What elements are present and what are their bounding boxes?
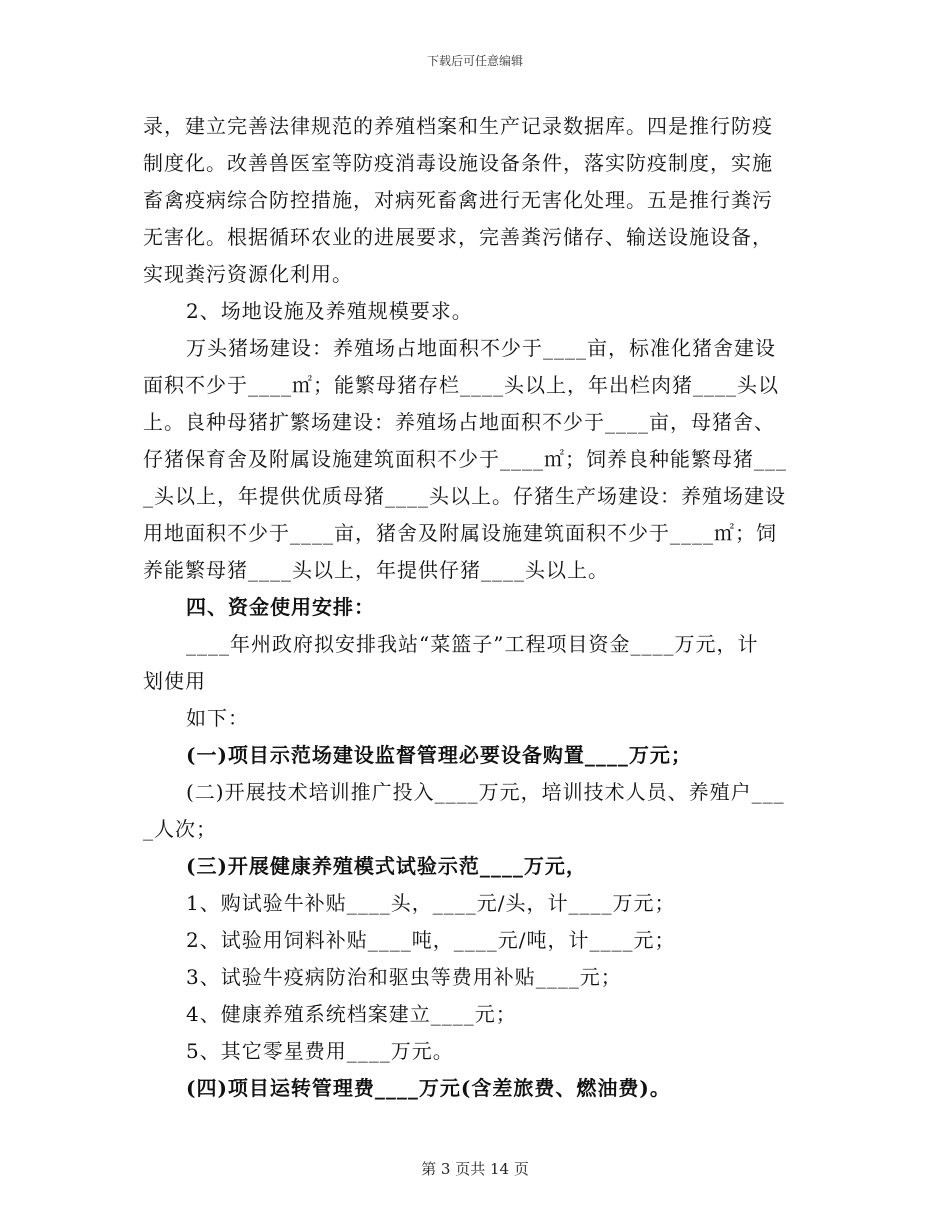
text-line: 面积不少于____㎡；能繁母猪存栏____头以上，年出栏肉猪____头以 xyxy=(143,373,779,397)
text-line: 养能繁母猪____头以上，年提供仔猪____头以上。 xyxy=(143,558,609,582)
text-line: 5、其它零星费用____万元。 xyxy=(186,1039,454,1063)
text-line: (一)项目示范场建设监督管理必要设备购置____万元； xyxy=(186,743,692,767)
text-line: 上。良种母猪扩繁场建设：养殖场占地面积不少于____亩，母猪舍、 xyxy=(143,410,775,434)
text-line: 4、健康养殖系统档案建立____元； xyxy=(186,1002,517,1026)
text-line: ____年州政府拟安排我站“菜篮子”工程项目资金____万元，计 xyxy=(186,632,759,656)
text-line: 录，建立完善法律规范的养殖档案和生产记录数据库。四是推行防疫 xyxy=(143,114,773,138)
text-line: 仔猪保育舍及附属设施建筑面积不少于____㎡；饲养良种能繁母猪___ xyxy=(143,447,787,471)
text-line: (三)开展健康养殖模式试验示范____万元， xyxy=(186,854,587,878)
text-line: _头以上，年提供优质母猪____头以上。仔猪生产场建设：养殖场建设 xyxy=(143,484,786,508)
text-line: 如下： xyxy=(186,706,249,730)
text-line: 1、购试验牛补贴____头，____元/头，计____万元； xyxy=(186,891,676,915)
page-footer: 第 3 页共 14 页 xyxy=(421,1160,529,1178)
text-line: 四、资金使用安排： xyxy=(186,595,375,619)
document-body xyxy=(143,108,811,1107)
text-line: 实现粪污资源化利用。 xyxy=(143,262,353,286)
text-line: 畜禽疫病综合防控措施，对病死畜禽进行无害化处理。五是推行粪污 xyxy=(143,188,773,212)
page-header: 下载后可任意编辑 xyxy=(426,54,523,68)
text-line: 制度化。改善兽医室等防疫消毒设施设备条件，落实防疫制度，实施 xyxy=(143,151,773,175)
text-line: (四)项目运转管理费____万元(含差旅费、燃油费)。 xyxy=(186,1076,671,1100)
text-line: 用地面积不少于____亩，猪舍及附属设施建筑面积不少于____㎡；饲 xyxy=(143,521,777,545)
text-line: 万头猪场建设：养殖场占地面积不少于____亩，标准化猪舍建设 xyxy=(186,336,776,360)
text-line: 划使用 xyxy=(143,669,206,693)
text-line: 无害化。根据循环农业的进展要求，完善粪污储存、输送设施设备， xyxy=(143,225,773,249)
text-line: (二)开展技术培训推广投入____万元，培训技术人员、养殖户___ xyxy=(186,780,785,804)
text-line: 2、试验用饲料补贴____吨，____元/吨，计____元； xyxy=(186,928,676,952)
text-line: 2、场地设施及养殖规模要求。 xyxy=(186,299,473,323)
text-line: 3、试验牛疫病防治和驱虫等费用补贴____元； xyxy=(186,965,622,989)
text-line: _人次； xyxy=(143,817,217,841)
